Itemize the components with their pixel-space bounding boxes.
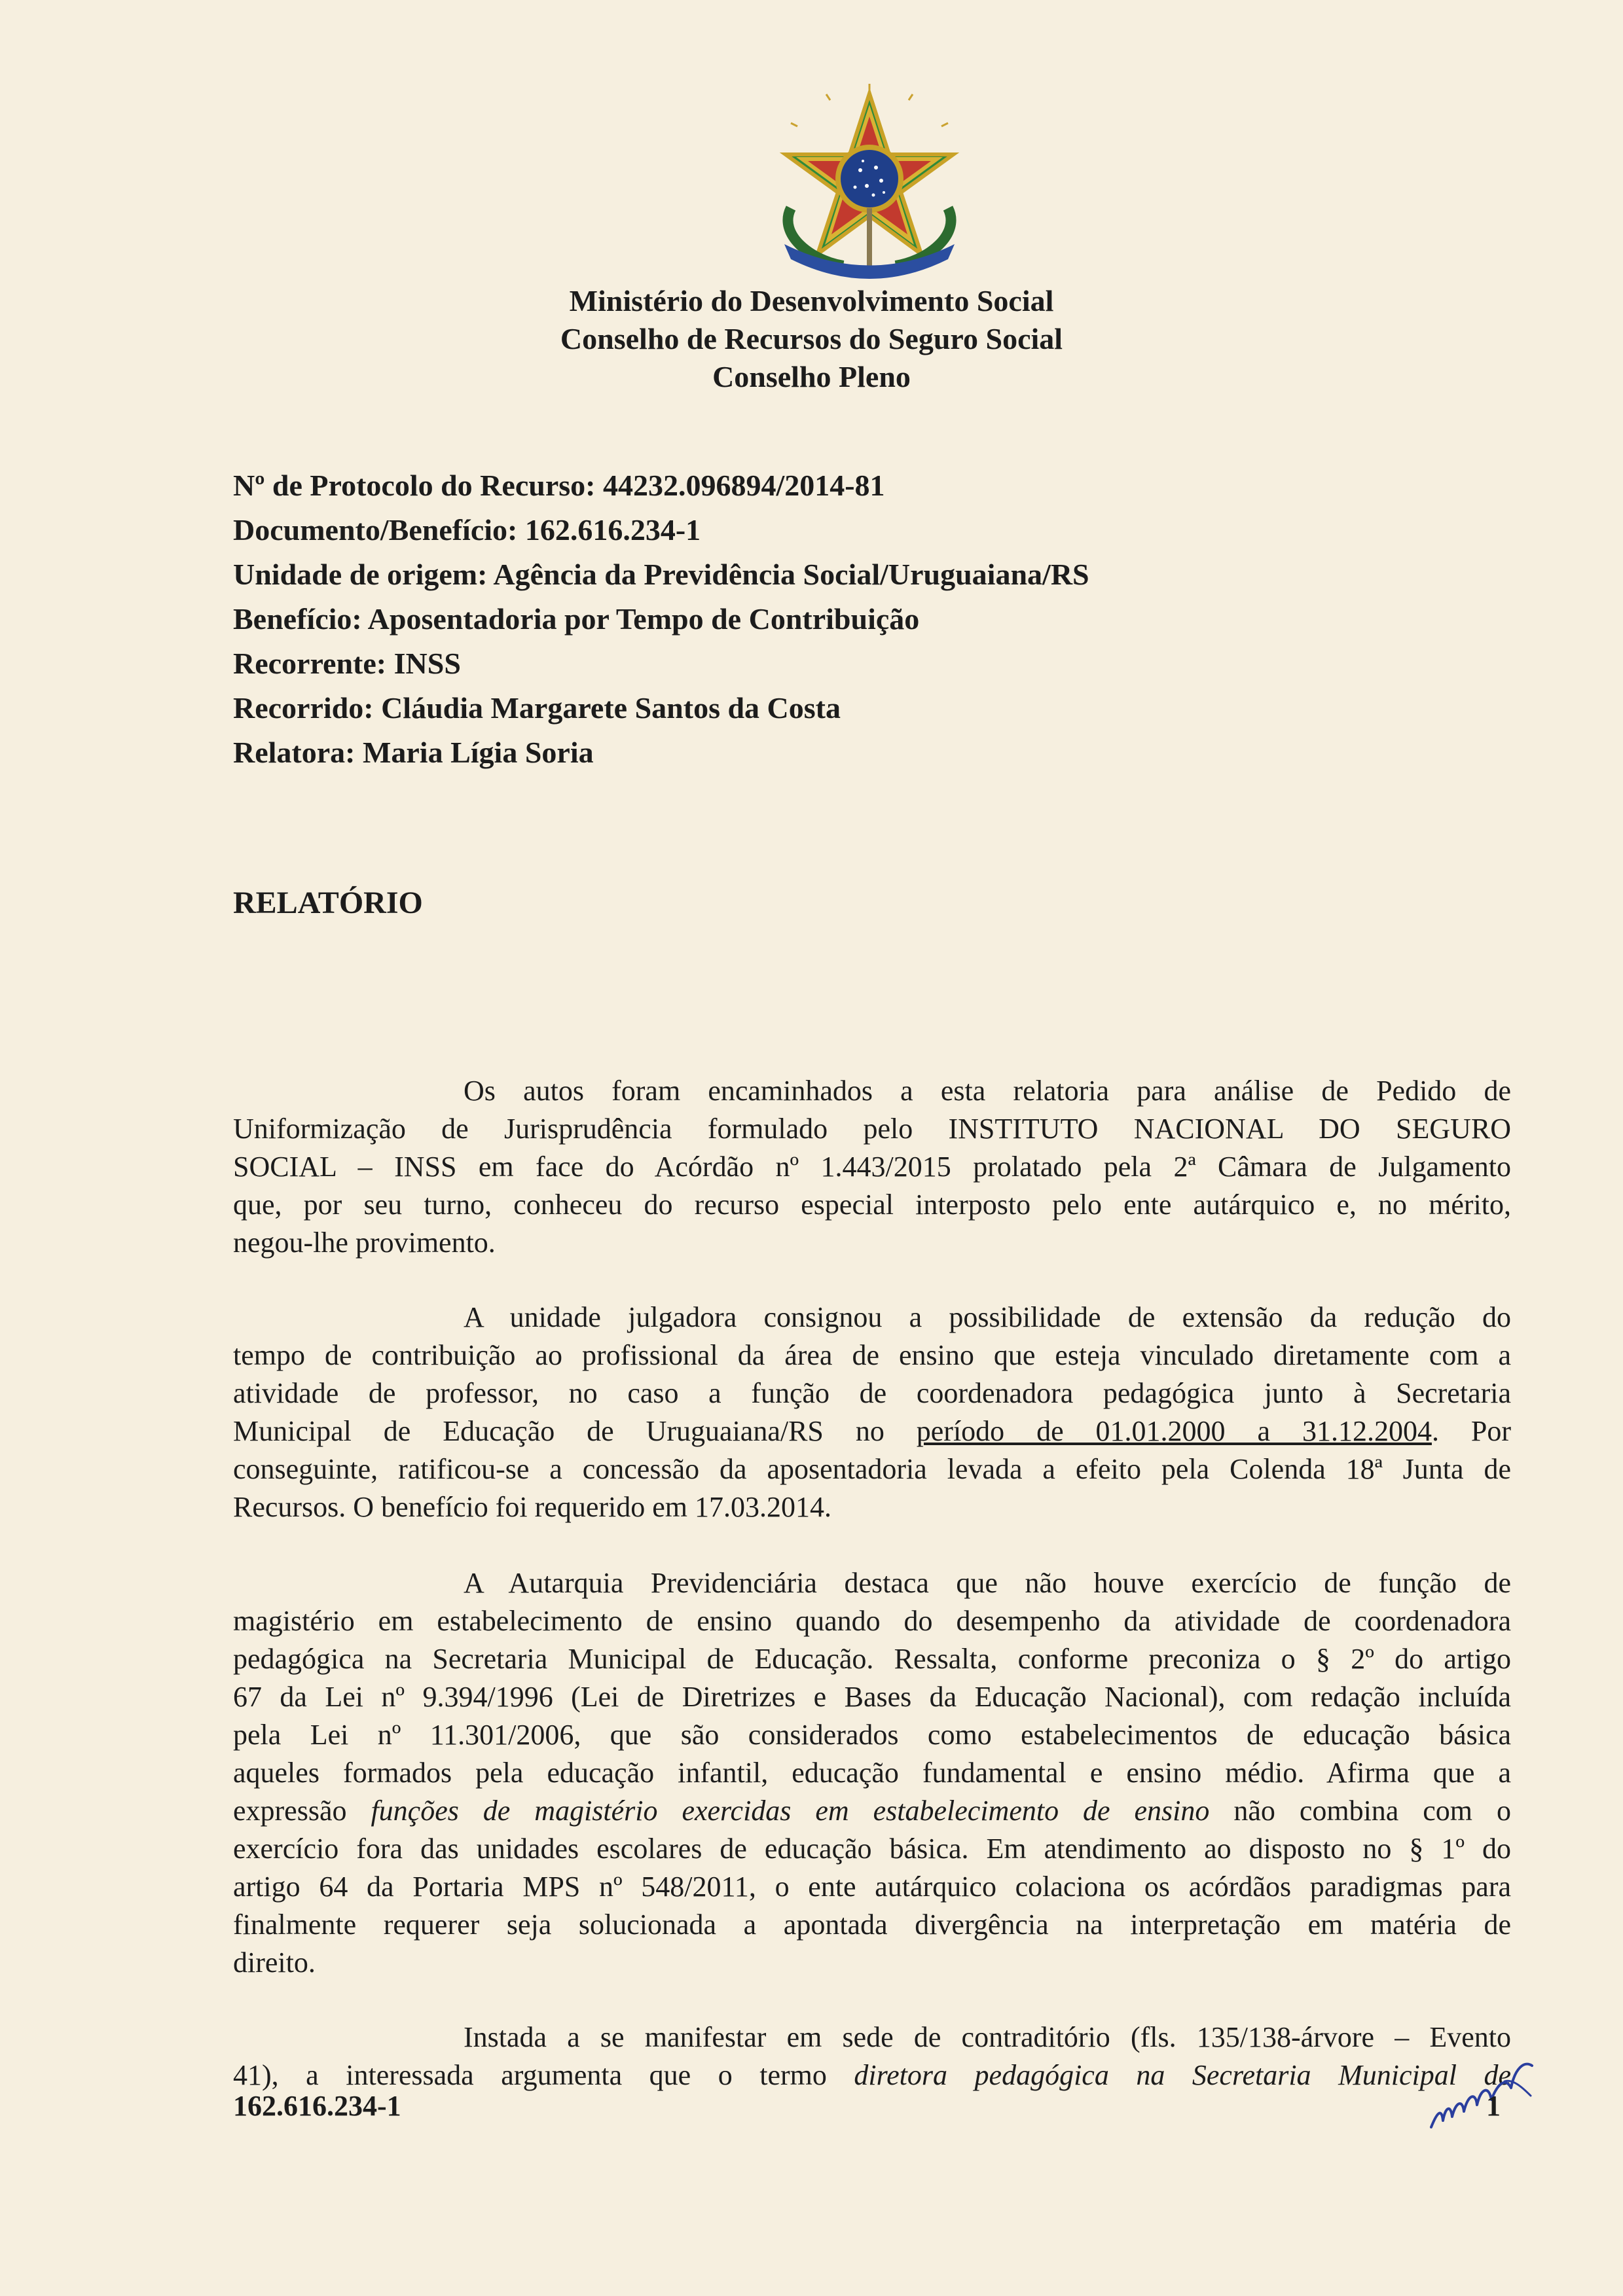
paragraph-line: [233, 1792, 1511, 1830]
paragraph-line: Os autos foram encaminhados a esta relatoria para análise de Pedido de: [464, 1075, 1511, 1107]
appellant: Recorrente: INSS: [233, 647, 461, 680]
paragraph-1: [233, 1072, 1511, 1262]
appellee: Recorrido: Cláudia Margarete Santos da Costa: [233, 691, 841, 725]
paragraph-line: A unidade julgadora consignou a possibilidade de extensão da redução do: [464, 1301, 1511, 1333]
paragraph-line: SOCIAL – INSS em face do Acórdão nº 1.443/2015 prolatado pela 2ª Câmara de Julgamento: [233, 1151, 1511, 1183]
paragraph-line: tempo de contribuição ao profissional da área de ensino que esteja vinculado diretamente com a: [233, 1339, 1511, 1371]
paragraph-3: [233, 1564, 1511, 1982]
paragraph-2: [233, 1299, 1511, 1526]
text-run: não combina com o: [1209, 1795, 1511, 1827]
paragraph-line: [233, 1412, 1511, 1450]
paragraph-line: 67 da Lei nº 9.394/1996 (Lei de Diretrizes e Bases da Educação Nacional), com redação incluída: [233, 1681, 1511, 1713]
text-run: expressão: [233, 1795, 371, 1827]
text-run: 41), a interessada argumenta que o termo: [233, 2059, 854, 2091]
paragraph-line: negou-lhe provimento.: [233, 1227, 496, 1259]
paragraph-line: A Autarquia Previdenciária destaca que não houve exercício de função de: [464, 1567, 1511, 1599]
text-run: . Por: [1431, 1415, 1512, 1447]
paragraph-line: artigo 64 da Portaria MPS nº 548/2011, o ente autárquico colaciona os acórdãos paradigmas para: [233, 1871, 1511, 1903]
paragraph-line: atividade de professor, no caso a função de coordenadora pedagógica junto à Secretaria: [233, 1377, 1511, 1409]
page-number: 1: [1486, 2090, 1501, 2122]
council-heading: Conselho de Recursos do Seguro Social: [560, 322, 1063, 355]
report-title: RELATÓRIO: [233, 886, 423, 920]
paragraph-line: Recursos. O benefício foi requerido em 17.03.2014.: [233, 1491, 831, 1523]
section-heading: Conselho Pleno: [712, 360, 911, 393]
footer-document-number: 162.616.234-1: [233, 2090, 401, 2122]
text-run: Municipal de Educação de Uruguaiana/RS no: [233, 1415, 917, 1447]
origin-unit: Unidade de origem: Agência da Previdência Social/Uruguaiana/RS: [233, 558, 1089, 591]
rapporteur: Relatora: Maria Lígia Soria: [233, 736, 594, 769]
handwritten-initials-signature: [1426, 2049, 1537, 2140]
paragraph-line: direito.: [233, 1946, 316, 1979]
paragraph-line: Uniformização de Jurisprudência formulado pelo INSTITUTO NACIONAL DO SEGURO: [233, 1113, 1511, 1145]
paragraph-line: exercício fora das unidades escolares de educação básica. Em atendimento ao disposto no § 1º do: [233, 1833, 1511, 1865]
paragraph-line: [233, 2056, 1511, 2094]
paragraph-line: conseguinte, ratificou-se a concessão da aposentadoria levada a efeito pela Colenda 18ª Junta de: [233, 1453, 1511, 1485]
paragraph-line: magistério em estabelecimento de ensino quando do desempenho da atividade de coordenadora: [233, 1605, 1511, 1637]
italic-quote: diretora pedagógica na Secretaria Municipal de: [854, 2059, 1511, 2091]
paragraph-line: que, por seu turno, conheceu do recurso especial interposto pelo ente autárquico e, no mérito,: [233, 1189, 1511, 1221]
benefit-type: Benefício: Aposentadoria por Tempo de Contribuição: [233, 602, 920, 636]
underlined-period: período de 01.01.2000 a 31.12.2004: [916, 1415, 1432, 1447]
paragraph-line: finalmente requerer seja solucionada a apontada divergência na interpretação em matéria de: [233, 1909, 1511, 1941]
paragraph-4: [233, 2018, 1511, 2094]
paragraph-line: Instada a se manifestar em sede de contraditório (fls. 135/138-árvore – Evento: [464, 2021, 1511, 2053]
document-benefit: Documento/Benefício: 162.616.234-1: [233, 513, 701, 547]
ministry-heading: Ministério do Desenvolvimento Social: [569, 284, 1054, 317]
italic-quote: funções de magistério exercidas em estabelecimento de ensino: [371, 1795, 1210, 1827]
paragraph-line: pela Lei nº 11.301/2006, que são considerados como estabelecimentos de educação básica: [233, 1719, 1511, 1751]
paragraph-line: aqueles formados pela educação infantil, educação fundamental e ensino médio. Afirma que a: [233, 1757, 1511, 1789]
brazil-coat-of-arms-seal: [771, 84, 968, 280]
paragraph-line: pedagógica na Secretaria Municipal de Educação. Ressalta, conforme preconiza o § 2º do artigo: [233, 1643, 1511, 1675]
protocol-number: Nº de Protocolo do Recurso: 44232.096894/2014-81: [233, 469, 885, 502]
